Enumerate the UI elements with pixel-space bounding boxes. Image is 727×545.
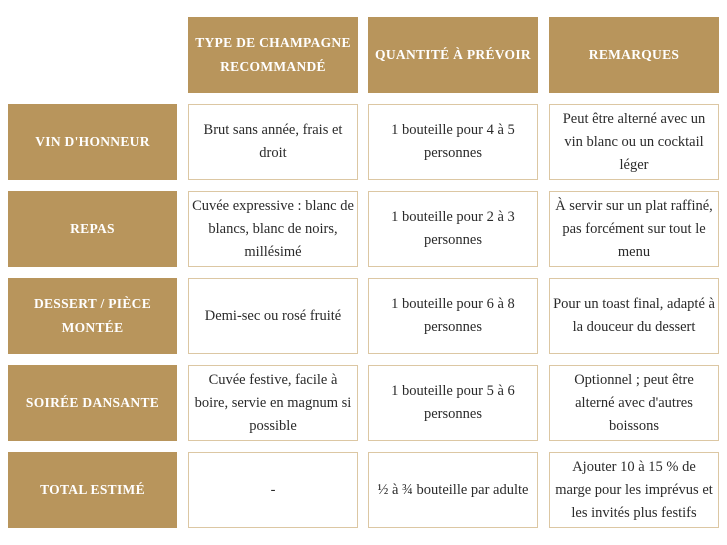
cell-text: Peut être alterné avec un vin blanc ou un cocktail léger [562, 110, 706, 173]
cell-text: ½ à ¾ bouteille par adulte [377, 481, 529, 498]
table-cell-remarks [549, 452, 719, 528]
column-header-remarks [549, 17, 719, 93]
cell-text: 1 bouteille pour 4 à 5 personnes [391, 122, 515, 161]
row-header-dessert [8, 278, 177, 354]
table-cell-remarks [549, 191, 719, 267]
table-cell-type [188, 365, 358, 441]
cell-text: Demi-sec ou rosé fruité [204, 307, 342, 324]
cell-text: Pour un toast final, adapté à la douceur du dessert [553, 296, 715, 335]
table-cell-type [188, 452, 358, 528]
table-cell-quantity [368, 365, 538, 441]
cell-text: À servir sur un plat raffiné, pas forcément sur tout le menu [555, 197, 713, 260]
cell-text: Cuvée festive, facile à boire, servie en magnum si possible [194, 371, 352, 434]
row-header-label: REPAS [70, 221, 115, 236]
table-cell-quantity [368, 191, 538, 267]
column-header-type-label: TYPE DE CHAMPAGNE RECOMMANDÉ [195, 35, 351, 74]
table-cell-quantity [368, 452, 538, 528]
row-header-label: DESSERT / PIÈCE MONTÉE [33, 296, 152, 335]
column-header-remarks-label: REMARQUES [588, 47, 680, 62]
column-header-quantity-label: QUANTITÉ À PRÉVOIR [375, 47, 531, 62]
cell-text: Ajouter 10 à 15 % de marge pour les imprévus et les invités plus festifs [555, 458, 713, 521]
cell-text: Optionnel ; peut être alterné avec d'autres boissons [574, 371, 694, 434]
table-cell-remarks [549, 104, 719, 180]
cell-text: - [270, 481, 276, 498]
row-header-label: TOTAL ESTIMÉ [40, 482, 145, 497]
column-header-type [188, 17, 358, 93]
column-header-quantity [368, 17, 538, 93]
cell-text: Brut sans année, frais et droit [203, 122, 343, 161]
cell-text: Cuvée expressive : blanc de blancs, blanc de noirs, millésimé [192, 197, 354, 260]
row-header-soiree-dansante [8, 365, 177, 441]
table-cell-remarks [549, 278, 719, 354]
table-cell-type [188, 191, 358, 267]
row-header-total-estime [8, 452, 177, 528]
table-cell-quantity [368, 104, 538, 180]
table-cell-type [188, 104, 358, 180]
table-cell-remarks [549, 365, 719, 441]
row-header-vin-dhonneur [8, 104, 177, 180]
row-header-repas [8, 191, 177, 267]
table-cell-quantity [368, 278, 538, 354]
table-cell-type [188, 278, 358, 354]
cell-text: 1 bouteille pour 6 à 8 personnes [391, 296, 515, 335]
row-header-label: VIN D'HONNEUR [35, 134, 150, 149]
cell-text: 1 bouteille pour 5 à 6 personnes [391, 383, 515, 422]
row-header-label: SOIRÉE DANSANTE [25, 395, 160, 410]
cell-text: 1 bouteille pour 2 à 3 personnes [391, 209, 515, 248]
